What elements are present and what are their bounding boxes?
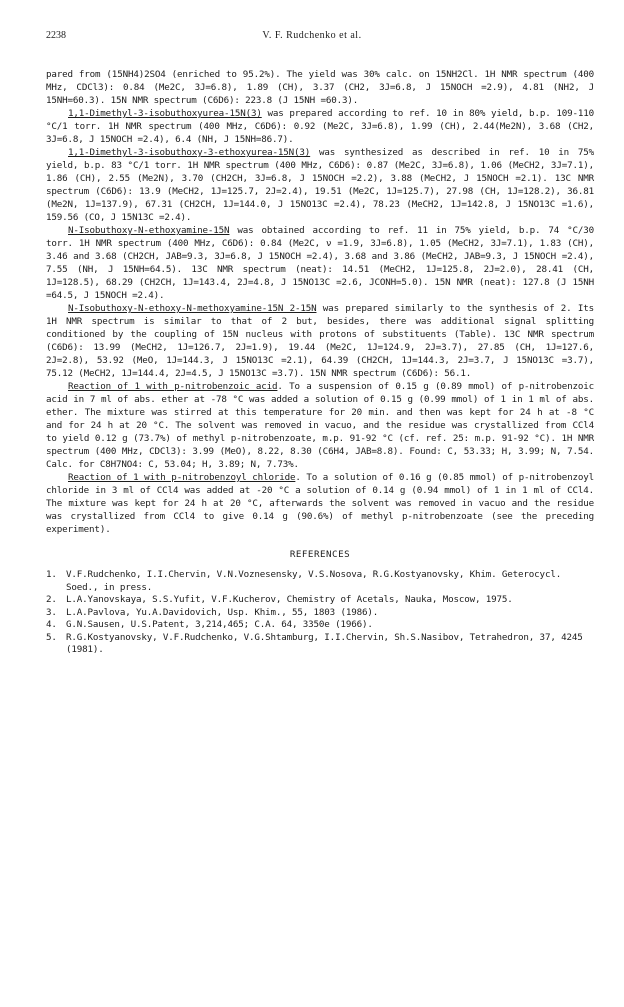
reference-text: G.N.Sausen, U.S.Patent, 3,214,465; C.A. 64, 3350e (1966). (66, 619, 373, 630)
reference-text: L.A.Yanovskaya, S.S.Yufit, V.F.Kucherov, Chemistry of Acetals, Nauka, Moscow, 1975. (66, 594, 513, 605)
references-list (46, 569, 594, 657)
reference-item (46, 594, 594, 607)
reference-number: 5. (46, 631, 57, 643)
paragraph (46, 380, 594, 471)
paragraph-text: was prepared similarly to the synthesis of 2. Its 1H NMR spectrum is similar to that of 2 but, besides, there was additional signal splitting conditioned by the coupling of 15N nucleus with protons of substituents (Table). 13C NMR spectrum (C6D6): 13.99 (MeCH2, 1J=126.7, 2J=1.9), 19.44 (Me2C, 1J=124.9, 2J=3.7), 27.85 (CH, 1J=127.6, 2J=2.8), 53.92 (MeO, 1J=144.3, J 15NO13C =2.1), 64.39 (CH2CH, 1J=144.3, 2J=3.7, J 15NO13C =3.7), 75.12 (MeCH2, 1J=144.4, 2J=4.5, J 15NO13C =3.7). 15N NMR spectrum (C6D6): 56.1. (46, 303, 594, 379)
reference-text: V.F.Rudchenko, I.I.Chervin, V.N.Voznesensky, V.S.Nosova, R.G.Kostyanovsky, Khim. Geterocycl. Soed., in press. (66, 569, 562, 593)
reference-number: 2. (46, 594, 57, 605)
page-header (0, 30, 624, 46)
compound-heading: Reaction of 1 with p-nitrobenzoyl chloride (68, 472, 296, 483)
paragraph-text: was obtained according to ref. 11 in 75% yield, b.p. 74 °C/30 torr. 1H NMR spectrum (400 MHz, C6D6): 0.84 (Me2C, ν =1.9, 3J=6.8), 1.05 (MeCH2, 3J=7.1), 1.83 (CH), 3.46 and 3.68 (CH2CH, JAB=9.3, 3J=6.8, J 15NOCH =2.4), 3.68 and 3.86 (MeCH2, JAB=9.3, J 15NOCH =2.4), 7.55 (NH, J 15NH=64.5). 13C NMR spectrum (neat): 14.51 (MeCH2, 1J=125.8, 2J=2.0), 28.41 (CH, 1J=128.5), 68.29 (CH2CH, 1J=143.4, 2J=4.8, J 15NO13C =2.6, JCONH=5.0). 15N NMR (neat): 127.8 (J 15NH =64.5, J 15NOCH =2.4). (46, 225, 594, 301)
running-head: V. F. Rudchenko et al. (262, 30, 362, 41)
article-body (46, 68, 594, 657)
compound-heading: 1,1-Dimethyl-3-isobuthoxyurea-15N(3) (68, 108, 262, 119)
reference-text: L.A.Pavlova, Yu.A.Davidovich, Usp. Khim., 55, 1803 (1986). (66, 606, 379, 618)
paragraph-text: pared from (15NH4)2SO4 (enriched to 95.2%). The yield was 30% calc. on 15NH2Cl. 1H NMR spectrum (400 MHz, CDCl3): 0.84 (Me2C, 3J=6.8), 1.89 (CH), 3.37 (CH2, 3J=6.8, J 15NOCH =2.9), 4.81 (NH2, J 15NH=60.3). 15N NMR spectrum (C6D6): 223.8 (J 15NH =60.3). (46, 69, 594, 106)
compound-heading: 1,1-Dimethyl-3-isobuthoxy-3-ethoxyurea-15N(3) (68, 147, 311, 158)
paragraph (46, 146, 594, 224)
paragraph (46, 471, 594, 536)
paragraph (46, 224, 594, 302)
compound-heading: N-Isobuthoxy-N-ethoxyamine-15N (68, 225, 230, 236)
references-heading: REFERENCES (289, 549, 351, 560)
reference-number: 1. (46, 569, 57, 580)
paragraph (46, 302, 594, 380)
reference-item (46, 632, 594, 657)
paragraph-text: was synthesized as described in ref. 10 in 75% yield, b.p. 83 °C/1 torr. 1H NMR spectrum (400 MHz, C6D6): 0.87 (Me2C, 3J=6.8), 1.06 (MeCH2, 3J=7.1), 1.86 (CH), 2.55 (Me2N), 3.70 (CH2CH, 3J=6.8, J 15NOCH =2.2), 3.88 (MeCH2, J 15NOCH =2.1). 13C NMR spectrum (C6D6): 13.9 (MeCH2, 1J=125.7, 2J=2.4), 19.51 (Me2C, 1J=125.7), 27.98 (CH, 1J=128.2), 36.81 (Me2N, 1J=137.9), 67.31 (CH2CH, 1J=144.0, J 15NO13C =2.4), 78.23 (MeCH2, 1J=142.8, J 15NO13C =1.6), 159.56 (CO, J 15N13C =2.4). (46, 147, 594, 223)
reference-item (46, 619, 594, 632)
compound-heading: N-Isobuthoxy-N-ethoxy-N-methoxyamine-15N 2-15N (68, 303, 317, 314)
paragraph-text: . To a suspension of 0.15 g (0.89 mmol) of p-nitrobenzoic acid in 7 ml of abs. ether at -78 °C was added a solution of 0.15 g (0.99 mmol) of 1 in 1 ml of abs. ether. The mixture was stirred at this temperature for 20 min. and then was kept for 24 h at -8 °C and for 24 h at 20 °C. The solvent was removed in vacuo, and the residue was crystallized from CCl4 to yield 0.12 g (73.7%) of methyl p-nitrobenzoate, m.p. 91-92 °C (cf. ref. 25: m.p. 91-92 °C). 1H NMR spectrum (400 MHz, CDCl3): 3.99 (MeO), 8.22, 8.30 (C6H4, JAB=8.8). Found: C, 53.33; H, 3.99; N, 7.54. Calc. for C8H7NO4: C, 53.04; H, 3.89; N, 7.73%. (46, 381, 594, 470)
reference-number: 3. (46, 606, 57, 618)
paragraph (46, 107, 594, 146)
paragraph (46, 68, 594, 107)
reference-number: 4. (46, 619, 57, 630)
compound-heading: Reaction of 1 with p-nitrobenzoic acid (68, 381, 278, 392)
paragraph-text: . To a solution of 0.16 g (0.85 mmol) of p-nitrobenzoyl chloride in 3 ml of CCl4 was added at -20 °C a solution of 0.14 g (0.94 mmol) of 1 in 1 ml of CCl4. The mixture was kept for 24 h at 20 °C, afterwards the solvent was removed in vacuo and the residue was crystallized from CCl4 to give 0.14 g (90.6%) of methyl p-nitrobenzoate (see the preceding experiment). (46, 472, 594, 535)
experimental-section (46, 68, 594, 536)
paragraph-text: was prepared according to ref. 10 in 80% yield, b.p. 109-110 °C/1 torr. 1H NMR spectrum (400 MHz, C6D6): 0.92 (Me2C, 3J=6.8), 1.99 (CH), 2.44(Me2N), 3.68 (CH2, 3J=6.8, J 15NOCH =2.4), 6.4 (NH, J 15NH=86.7). (46, 108, 594, 145)
reference-text: R.G.Kostyanovsky, V.F.Rudchenko, V.G.Shtamburg, I.I.Chervin, Sh.S.Nasibov, Tetrahedron, 37, 4245 (1981). (66, 631, 583, 655)
reference-item (46, 607, 594, 620)
reference-item (46, 569, 594, 594)
page-number: 2238 (46, 30, 66, 41)
